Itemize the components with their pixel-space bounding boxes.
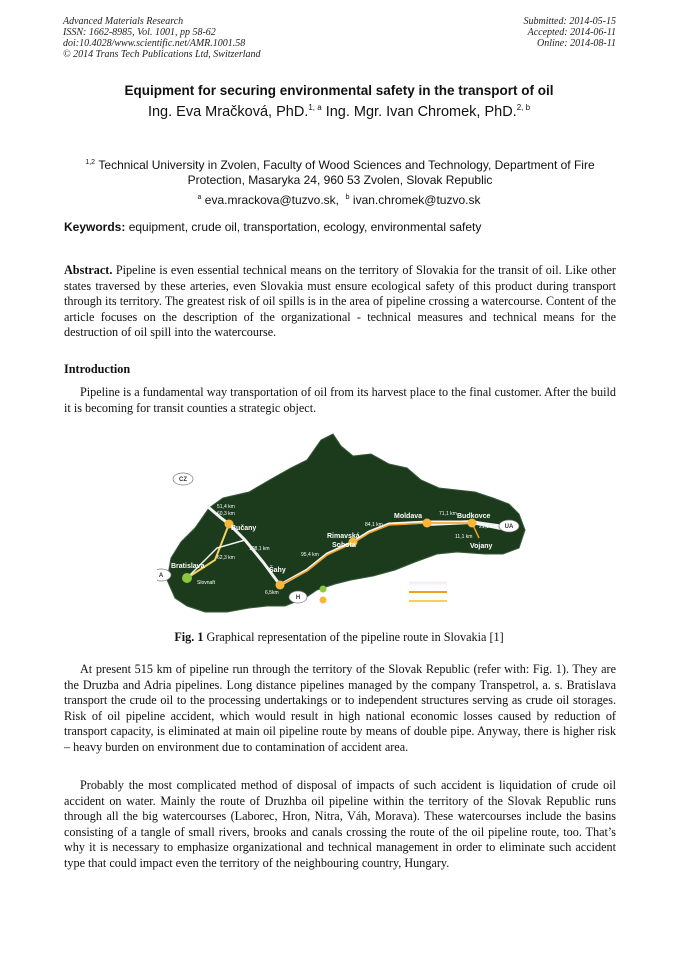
label-moldava: Moldava xyxy=(394,513,423,520)
email-a-sup: a xyxy=(197,194,202,201)
legend-druzba700: Ropovod Družba (Ø 700 mm) xyxy=(451,581,517,587)
distance-3: 108,1 km xyxy=(249,546,270,552)
author-line xyxy=(0,104,678,120)
journal-name: Advanced Materials Research xyxy=(63,16,184,27)
distance-9: 21,1 km xyxy=(479,524,497,530)
country-ua: UA xyxy=(504,524,514,530)
abstract-text: Pipeline is even essential technical means on the territory of Slovakia for the transit of oil. Like other states traversed by these arteries, even Slovakia must ensure ecological safety of this product during transport through its territory. The greatest risk of oil spills is in the area of pipeline crossing a watercourse. Content of the article focuses on the description of the organizational - technical measures and technical means for the destruction of oil spill into the watercourse. xyxy=(64,263,616,339)
station-moldava xyxy=(423,519,432,528)
legend-refinery: Rafinéria Slovnaft xyxy=(331,587,371,593)
distance-10: 11,1 km xyxy=(455,534,473,540)
author-1: Ing. Eva Mračková, PhD. xyxy=(147,104,309,120)
country-cz: CZ xyxy=(179,477,187,483)
label-katov: Katov xyxy=(183,506,203,513)
journal-issn: ISSN: 1662-8985, Vol. 1001, pp 58-62 xyxy=(63,27,216,38)
refinery-slovnaft xyxy=(182,573,192,583)
keywords xyxy=(64,220,616,234)
keywords-label: Keywords: xyxy=(64,220,126,234)
label-rimavska: Rimavská xyxy=(327,533,360,540)
distance-6: 95,4 km xyxy=(301,552,319,558)
legend-pumping: Prečerpávacia stanica xyxy=(331,598,381,604)
figure-label: Fig. 1 xyxy=(174,630,204,644)
distance-4: 62,3 km xyxy=(217,555,235,561)
submitted-date: Submitted: 2014-05-15 xyxy=(523,16,616,27)
affiliation-text: Technical University in Zvolen, Faculty of Wood Sciences and Technology, Department of Fire Protection, Masaryka 24, 960 53 Zvolen, Slovak Republic xyxy=(98,158,595,187)
legend-druzba500: Ropovod Družba (Ø 500 mm) xyxy=(451,590,517,596)
label-budkovce: Budkovce xyxy=(457,513,491,520)
distance-1: 51,4 km xyxy=(217,504,235,510)
abstract xyxy=(64,263,616,341)
label-sahy: Šahy xyxy=(269,567,286,574)
keywords-text: equipment, crude oil, transportation, ecology, environmental safety xyxy=(125,220,482,234)
author-2: Ing. Mgr. Ivan Chromek, PhD. xyxy=(325,104,517,120)
label-bratislava: Bratislava xyxy=(171,563,205,570)
distance-5: 6,5km xyxy=(265,590,279,596)
distance-2: 60,3 km xyxy=(217,511,235,517)
section-heading-introduction: Introduction xyxy=(64,362,131,376)
distance-7: 84,1 km xyxy=(365,522,383,528)
journal-header xyxy=(63,16,261,60)
figure-caption xyxy=(0,630,678,645)
legend-refinery-dot xyxy=(320,586,327,593)
author-2-sup: 2, b xyxy=(516,103,531,113)
country-h: H xyxy=(295,595,301,601)
figure-caption-text: Graphical representation of the pipeline route in Slovakia [1] xyxy=(203,630,504,644)
legend-pumping-dot xyxy=(320,597,327,604)
email-b[interactable]: ivan.chromek@tuzvo.sk xyxy=(352,193,481,207)
email-b-sup: b xyxy=(345,194,350,201)
country-a: A xyxy=(158,573,164,579)
journal-doi: doi:10.4028/www.scientific.net/AMR.1001.58 xyxy=(63,38,246,49)
label-slovnaft: Slovnaft xyxy=(197,580,216,586)
author-1-sup: 1, a xyxy=(308,103,322,113)
accepted-date: Accepted: 2014-06-11 xyxy=(527,27,616,38)
email-a[interactable]: eva.mrackova@tuzvo.sk, xyxy=(204,193,339,207)
dates-header xyxy=(524,16,617,49)
emails xyxy=(0,193,678,207)
affiliation xyxy=(60,155,620,188)
body-paragraph-1: At present 515 km of pipeline run through the territory of the Slovak Republic (refer with: Fig. 1). They are the Druzba and Adria pipelines. Long distance pipelines managed by the company Transpetrol, a. s. Bratislava transport the crude oil to the processing undertakings or to independent structures serving as crude oil storages. Risk of oil pipeline accident, which would result in high national economic losses caused by reduction of transport capacity, is eliminated at main oil pipeline route by means of double pipe. Anyway, there is higher risk – heavy burden on environment due to contamination of accident area. xyxy=(64,662,616,754)
label-bucany: Bučany xyxy=(231,525,257,532)
paper-title: Equipment for securing environmental safety in the transport of oil xyxy=(124,83,554,98)
affiliation-sup: 1,2 xyxy=(85,159,96,166)
distance-8: 71,1 km xyxy=(439,511,457,517)
abstract-label: Abstract. xyxy=(64,263,113,277)
station-sahy xyxy=(276,581,285,590)
label-sobota: Sobota xyxy=(332,542,356,549)
legend-adria400: Ropovod Adria (Ø 400 mm) xyxy=(451,599,512,605)
online-date: Online: 2014-08-11 xyxy=(537,38,616,49)
body-paragraph-2: Probably the most complicated method of disposal of impacts of such accident is liquidation of crude oil accident on water. Mainly the route of Druzhba oil pipeline within the territory of the Slovak Republic runs through all the big watercourses (Laborec, Hron, Nitra, Váh, Morava). These watercourses include the basins consisting of a tangle of small rivers, brooks and canals crossing the route of the oil pipeline route, too. That’s why it is necessary to emphasize organizational and technical management in order to eliminate such accident type that could impact even the territory of the neighbouring country, Hungary. xyxy=(64,778,616,870)
journal-copyright: © 2014 Trans Tech Publications Ltd, Switzerland xyxy=(63,49,261,60)
pipeline-map-figure xyxy=(157,430,630,623)
introduction-paragraph: Pipeline is a fundamental way transportation of oil from its harvest place to the final customer. After the build it is becoming for transit counties a strategic object. xyxy=(64,385,616,415)
label-vojany: Vojany xyxy=(470,543,493,550)
